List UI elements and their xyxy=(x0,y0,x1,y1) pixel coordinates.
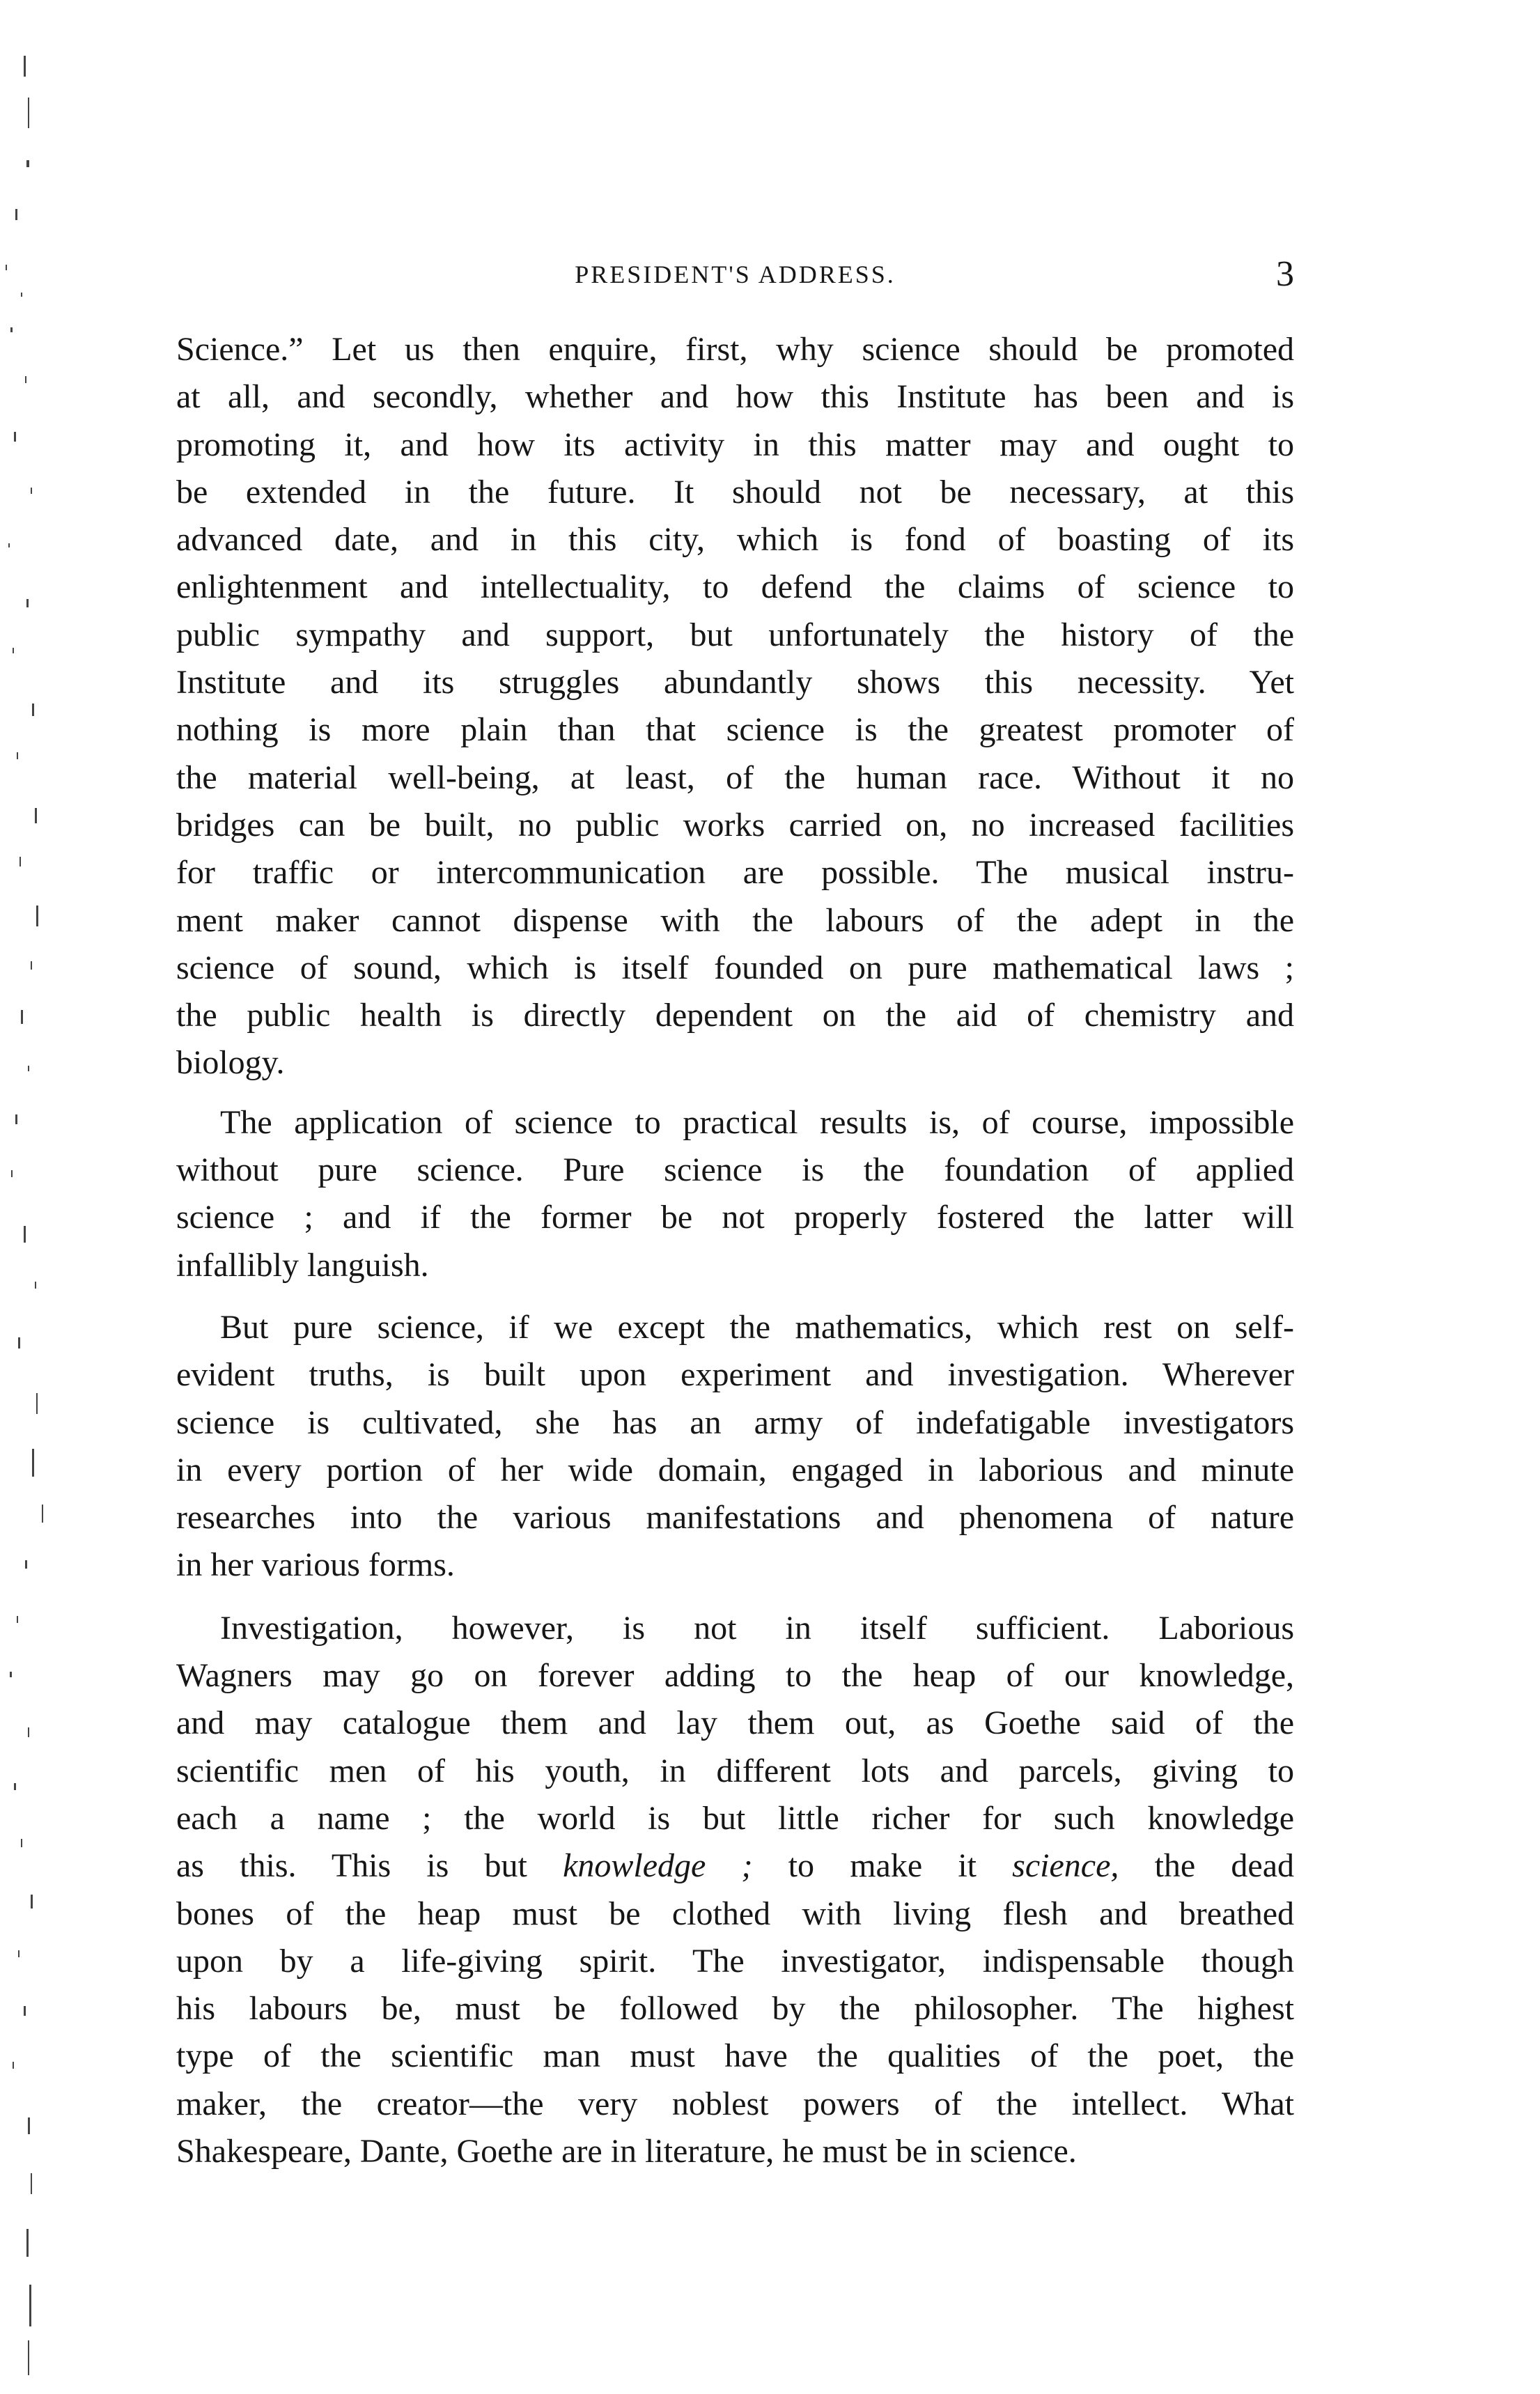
text-line: The application of science to practical results is, of course, impossible xyxy=(220,1103,1294,1141)
text-line: scientific men of his youth, in different lots and parcels, giving to xyxy=(176,1752,1294,1789)
text-line: in her various forms. xyxy=(176,1546,455,1584)
text-line-with-emphasis xyxy=(176,1842,1294,1890)
scan-edge-specks xyxy=(0,0,139,2394)
text-line: the public health is directly dependent on the aid of chemistry and xyxy=(176,997,1294,1034)
text-line: science is cultivated, she has an army of indefatigable investigators xyxy=(176,1404,1294,1441)
text-line: Investigation, however, is not in itself sufficient. Laborious xyxy=(220,1609,1294,1647)
text-line: public sympathy and support, but unfortunately the history of the xyxy=(176,616,1294,653)
text-line: type of the scientific man must have the qualities of the poet, the xyxy=(176,2037,1294,2075)
emphasis-science: science, xyxy=(1012,1847,1119,1885)
running-head xyxy=(176,252,1294,297)
text-line: Shakespeare, Dante, Goethe are in literature, he must be in science. xyxy=(176,2132,1077,2170)
text-line: upon by a life-giving spirit. The investigator, indispensable though xyxy=(176,1942,1294,1980)
text-line: the material well-being, at least, of the human race. Without it no xyxy=(176,759,1294,796)
text-line: researches into the various manifestations and phenomena of nature xyxy=(176,1499,1294,1537)
paragraph-4 xyxy=(176,1605,1294,2176)
text-line: for traffic or intercommunication are possible. The musical instru- xyxy=(176,854,1294,892)
text-line: promoting it, and how its activity in this matter may and ought to xyxy=(176,426,1294,463)
text-line: enlightenment and intellectuality, to defend the claims of science to xyxy=(176,568,1294,606)
text-line: be extended in the future. It should not be necessary, at this xyxy=(176,473,1294,511)
text-line: nothing is more plain than that science is the greatest promoter of xyxy=(176,711,1294,749)
paragraph-3 xyxy=(176,1304,1294,1589)
text-line: science of sound, which is itself founded on pure mathematical laws ; xyxy=(176,949,1294,986)
text-line: evident truths, is built upon experiment and investigation. Wherever xyxy=(176,1356,1294,1394)
text-line: in every portion of her wide domain, engaged in laborious and minute xyxy=(176,1451,1294,1489)
text-line: advanced date, and in this city, which is fond of boasting of its xyxy=(176,521,1294,559)
text-run: the dead xyxy=(1119,1847,1295,1885)
text-line: science ; and if the former be not properly fostered the latter will xyxy=(176,1199,1294,1236)
text-line: without pure science. Pure science is the foundation of applied xyxy=(176,1151,1294,1189)
text-line: bridges can be built, no public works carried on, no increased facilities xyxy=(176,806,1294,844)
text-line: his labours be, must be followed by the philosopher. The highest xyxy=(176,1990,1294,2028)
text-line: biology. xyxy=(176,1044,285,1082)
emphasis-knowledge: knowledge ; xyxy=(563,1847,753,1885)
text-run: as this. This is but xyxy=(176,1847,563,1885)
text-line: Institute and its struggles abundantly shows this necessity. Yet xyxy=(176,664,1294,701)
text-line: maker, the creator—the very noblest powers of the intellect. What xyxy=(176,2085,1294,2122)
text-line: and may catalogue them and lay them out, as Goethe said of the xyxy=(176,1704,1294,1742)
text-line: ment maker cannot dispense with the labours of the adept in the xyxy=(176,901,1294,939)
text-line: Wagners may go on forever adding to the heap of our knowledge, xyxy=(176,1657,1294,1695)
paragraph-1 xyxy=(176,326,1294,1087)
body-text xyxy=(176,326,1294,2175)
text-line: at all, and secondly, whether and how this Institute has been and is xyxy=(176,378,1294,416)
text-line: infallibly languish. xyxy=(176,1246,429,1284)
paragraph-2 xyxy=(176,1099,1294,1289)
text-line: But pure science, if we except the mathematics, which rest on self- xyxy=(220,1308,1294,1346)
text-run: to make it xyxy=(752,1847,1013,1885)
text-line: Science.” Let us then enquire, first, why science should be promoted xyxy=(176,331,1294,368)
text-line: each a name ; the world is but little richer for such knowledge xyxy=(176,1799,1294,1837)
text-line: bones of the heap must be clothed with living flesh and breathed xyxy=(176,1895,1294,1932)
page-number: 3 xyxy=(1276,254,1294,294)
running-title: PRESIDENT'S ADDRESS. xyxy=(575,261,896,288)
